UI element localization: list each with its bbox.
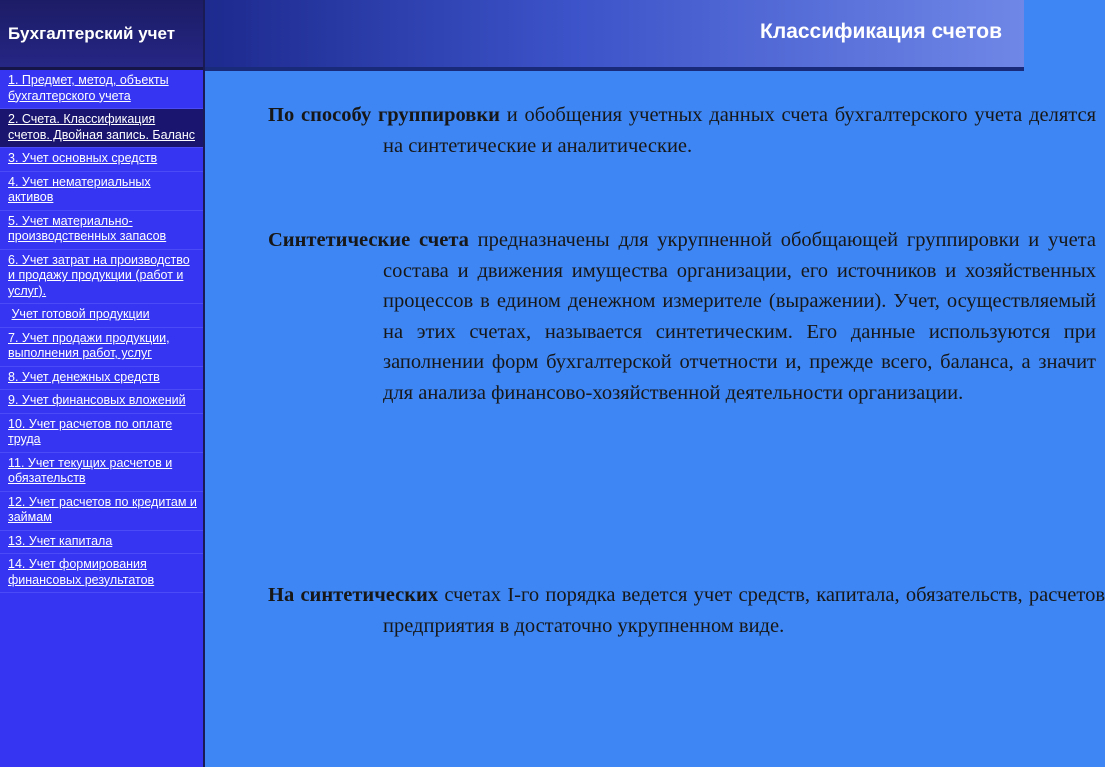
sidebar-item-3[interactable] <box>0 148 203 172</box>
sidebar-item-label[interactable]: 11. Учет текущих расчетов и обязательств <box>8 455 173 485</box>
sidebar-item-label[interactable]: 13. Учет капитала <box>8 533 113 548</box>
sidebar-item-6a[interactable] <box>0 304 203 328</box>
sidebar-item-13[interactable] <box>0 531 203 555</box>
sidebar <box>0 0 205 767</box>
sidebar-item-label[interactable]: Учет готовой продукции <box>11 307 150 321</box>
sidebar-item-label[interactable]: 12. Учет расчетов по кредитам и займам <box>8 494 197 524</box>
sidebar-item-label[interactable]: 7. Учет продажи продукции, выполнения работ, услуг <box>8 330 170 360</box>
main-content <box>205 71 1105 767</box>
paragraph-body: предназначены для укрупненной обобщающей группировки и учета состава и движения имущества организации, его источников и хозяйственных процессов в едином денежном измерителе (выражении). Учет, осуществляемый на этих счетах, называется синтетическим. Его данные используются при заполнении форм бухгалтерской отчетности и, прежде всего, баланса, а значит для анализа финансово-хозяйственной деятельности организации. <box>383 229 1096 404</box>
sidebar-item-5[interactable] <box>0 211 203 250</box>
sidebar-item-7[interactable] <box>0 328 203 367</box>
sidebar-item-6[interactable] <box>0 250 203 305</box>
sidebar-item-1[interactable] <box>0 70 203 109</box>
paragraph-body: счетах I-го порядка ведется учет средств, капитала, обязательств, расчетов предприятия в достаточно укрупненном виде. <box>383 584 1105 637</box>
paragraph-synthetic-accounts <box>268 225 1096 409</box>
sidebar-item-label[interactable]: 8. Учет денежных средств <box>8 369 160 384</box>
sidebar-title: Бухгалтерский учет <box>0 0 203 67</box>
page-title: Классификация счетов <box>760 20 1002 43</box>
sidebar-item-label[interactable]: 2. Счета. Классификация счетов. Двойная запись. Баланс <box>8 112 195 142</box>
sidebar-item-label[interactable]: 5. Учет материально-производственных запасов <box>8 213 167 243</box>
paragraph-body: и обобщения учетных данных счета бухгалтерского учета делятся на синтетические и аналитические. <box>383 104 1096 157</box>
sidebar-item-11[interactable] <box>0 453 203 492</box>
sidebar-item-label[interactable]: 3. Учет основных средств <box>8 151 158 165</box>
header-bar <box>205 0 1024 67</box>
sidebar-item-8[interactable] <box>0 367 203 391</box>
sidebar-item-2[interactable] <box>0 109 203 148</box>
paragraph-lead: Синтетические счета <box>268 229 469 251</box>
paragraph-grouping <box>268 100 1096 161</box>
sidebar-item-4[interactable] <box>0 172 203 211</box>
sidebar-item-10[interactable] <box>0 414 203 453</box>
sidebar-item-label[interactable]: 6. Учет затрат на производство и продажу продукции (работ и услуг). <box>8 252 190 298</box>
sidebar-item-14[interactable] <box>0 554 203 593</box>
paragraph-lead: На синтетических <box>268 584 439 606</box>
sidebar-item-12[interactable] <box>0 492 203 531</box>
sidebar-item-label[interactable]: 14. Учет формирования финансовых результатов <box>8 557 155 587</box>
paragraph-lead: По способу группировки <box>268 104 500 126</box>
paragraph-first-order <box>268 580 1105 641</box>
sidebar-item-label[interactable]: 10. Учет расчетов по оплате труда <box>8 416 173 446</box>
sidebar-item-9[interactable] <box>0 390 203 414</box>
sidebar-item-label[interactable]: 1. Предмет, метод, объекты бухгалтерского учета <box>8 73 169 103</box>
sidebar-item-label[interactable]: 4. Учет нематериальных активов <box>8 174 151 204</box>
sidebar-item-label[interactable]: 9. Учет финансовых вложений <box>8 393 186 407</box>
